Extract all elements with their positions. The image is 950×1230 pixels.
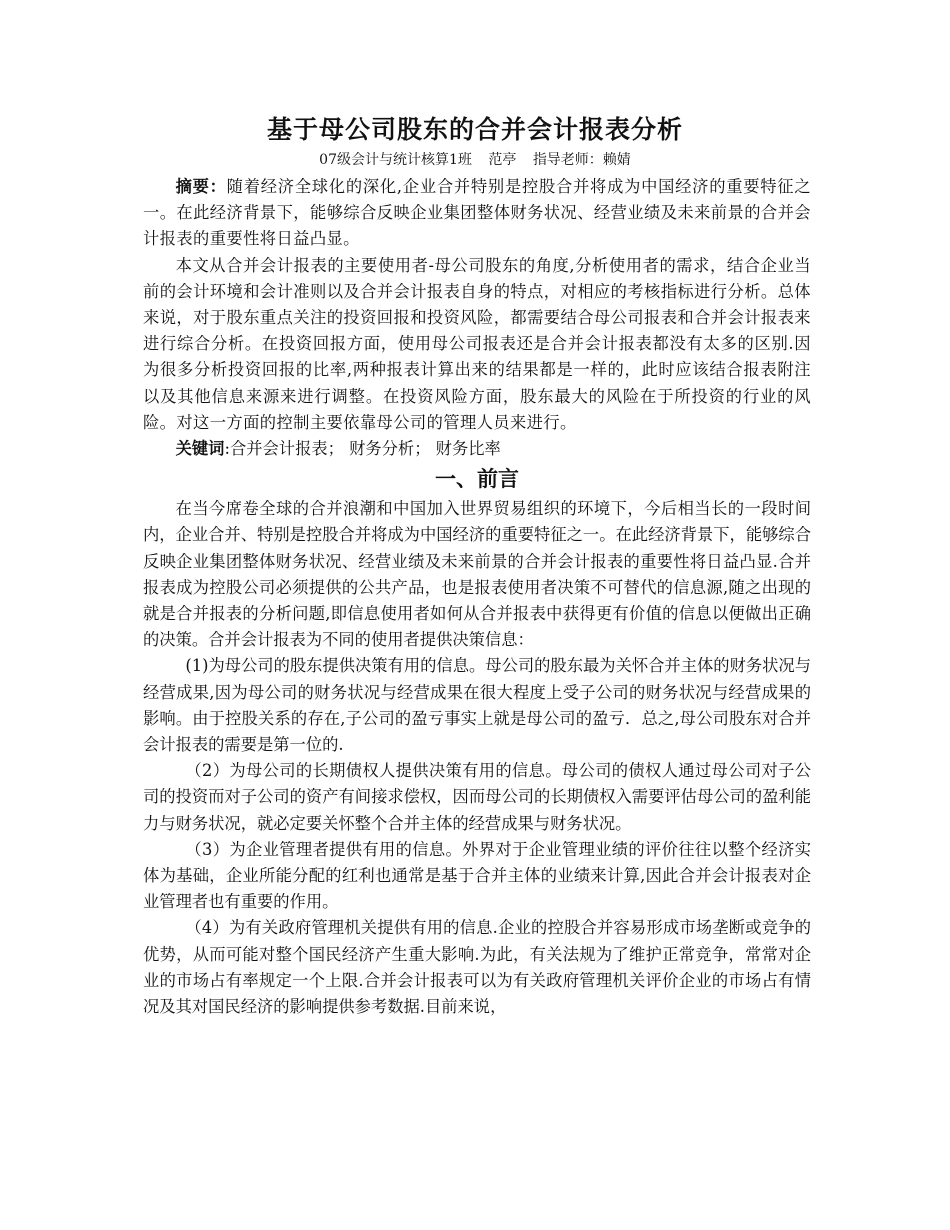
list-item-4: （4）为有关政府管理机关提供有用的信息.企业的控股合并容易形成市场垄断或竞争的优势，从而可能对整个国民经济产生重大影响.为此，有关法规为了维护正常竞争，常常对企业的市场占有率规定一个上限.合并会计报表可以为有关政府管理机关评价企业的市场占有情况及其对国民经济的影响提供参考数据.目前来说， <box>143 918 811 1017</box>
abstract-label: 摘要： <box>175 177 227 196</box>
author-name: 范亭 <box>488 152 517 168</box>
class-name: 07级会计与统计核算1班 <box>319 152 472 168</box>
paper-body <box>143 174 811 1020</box>
list-item-2: （2）为母公司的长期债权人提供决策有用的信息。母公司的债权人通过母公司对子公司的投资而对子公司的资产有间接求偿权，因而母公司的长期债权入需要评估母公司的盈利能力与财务状况，就必定要关怀整个合并主体的经营成果与财务状况。 <box>143 761 811 833</box>
abstract-paragraph-1 <box>143 174 811 253</box>
byline <box>0 150 950 170</box>
abstract-paragraph-2: 本文从合并会计报表的主要使用者-母公司股东的角度,分析使用者的需求，结合企业当前的会计环境和会计准则以及合并会计报表自身的特点，对相应的考核指标进行分析。总体来说，对于股东重点关注的投资回报和投资风险，都需要结合母公司报表和合并会计报表来进行综合分析。在投资回报方面，使用母公司报表还是合并会计报表都没有太多的区别.因为很多分析投资回报的比率,两种报表计算出来的结果都是一样的，此时应该结合报表附注以及其他信息来源来进行调整。在投资风险方面，股东最大的风险在于所投资的行业的风险。对这一方面的控制主要依靠母公司的管理人员来进行。 <box>143 255 811 432</box>
advisor-name: 指导老师：赖婧 <box>532 152 631 168</box>
paper-title: 基于母公司股东的合并会计报表分析 <box>266 115 683 144</box>
keywords-text: :合并会计报表； 财务分析； 财务比率 <box>224 439 501 459</box>
keywords-label: 关键词 <box>175 439 225 459</box>
list-item-3: （3）为企业管理者提供有用的信息。外界对于企业管理业绩的评价往往以整个经济实体为基础，企业所能分配的红利也通常是基于合并主体的业绩来计算,因此合并会计报表对企业管理者也有重要的作用。 <box>143 839 811 912</box>
list-item-1: (1)为母公司的股东提供决策有用的信息。母公司的股东最为关怀合并主体的财务状况与经营成果,因为母公司的财务状况与经营成果在很大程度上受子公司的财务状况与经营成果的影响。由于控股关系的存在,子公司的盈亏事实上就是母公司的盈亏．总之,母公司股东对合并会计报表的需要是第一位的. <box>143 656 811 755</box>
abstract-text-1: 随着经济全球化的深化,企业合并特别是控股合并将成为中国经济的重要特征之一。在此经济背景下，能够综合反映企业集团整体财务状况、经营业绩及未来前景的合并会计报表的重要性将日益凸显。 <box>143 177 812 249</box>
keywords-line <box>143 436 811 462</box>
section-heading: 一、前言 <box>435 467 519 492</box>
intro-paragraph: 在当今席卷全球的合并浪潮和中国加入世界贸易组织的环境下，今后相当长的一段时间内，企业合并、特别是控股合并将成为中国经济的重要特征之一。在此经济背景下，能够综合反映企业集团整体财务状况、经营业绩及未来前景的合并会计报表的重要性将日益凸显.合并报表成为控股公司必须提供的公共产品，也是报表使用者决策不可替代的信息源,随之出现的就是合并报表的分析问题,即信息使用者如何从合并报表中获得更有价值的信息以便做出正确的决策。合并会计报表为不同的使用者提供决策信息： <box>143 499 811 650</box>
